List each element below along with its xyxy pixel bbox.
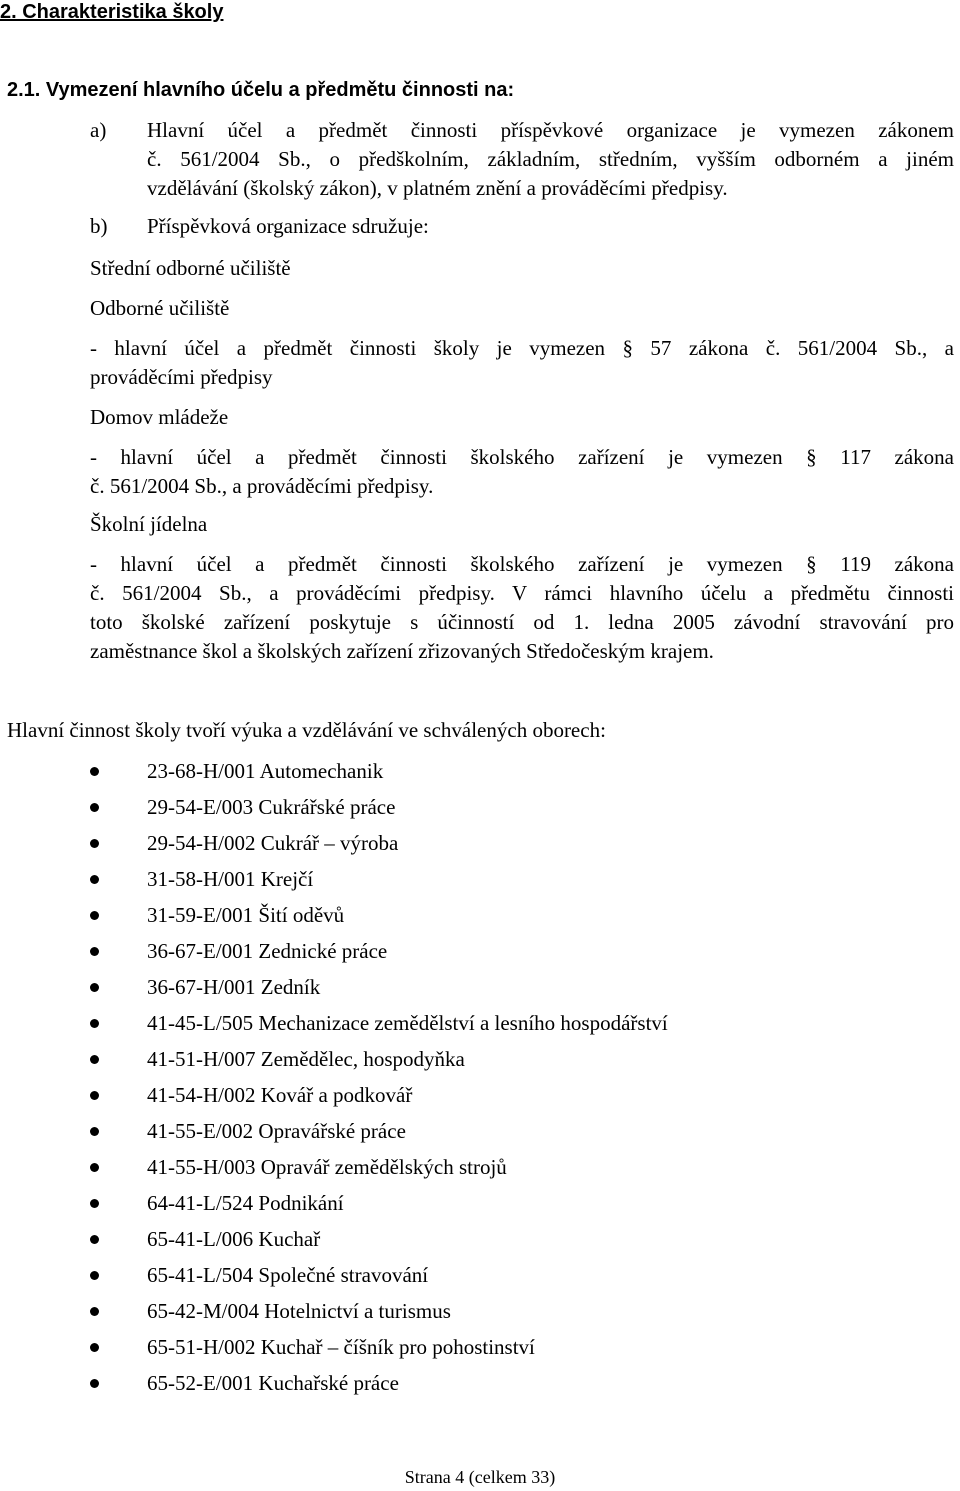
jidelna-line4: zaměstnance škol a školských zařízení zřizovaných Středočeským krajem. [90,639,714,663]
main-activity-intro: Hlavní činnost školy tvoří výuka a vzdělávání ve schválených oborech: [7,718,606,742]
program-label: 41-55-E/002 Opravářské práce [147,1119,406,1143]
program-label: 41-55-H/003 Opravář zemědělských strojů [147,1155,507,1179]
item-b [90,212,429,241]
program-label: 36-67-E/001 Zednické práce [147,939,388,963]
item-a-text-line3: vzdělávání (školský zákon), v platném znění a prováděcími předpisy. [147,176,728,200]
unit-sou: Střední odborné učiliště [90,256,291,280]
program-label: 65-42-M/004 Hotelnictví a turismus [147,1299,451,1323]
bullet-icon [90,1271,99,1280]
program-label: 65-51-H/002 Kuchař – číšník pro pohostinství [147,1335,535,1359]
bullet-icon [90,803,99,812]
jidelna-line1: - hlavní účel a předmět činnosti školského zařízení je vymezen § 119 zákona [90,552,954,576]
program-label: 41-51-H/007 Zemědělec, hospodyňka [147,1047,465,1071]
item-a-text-line1: Hlavní účel a předmět činnosti příspěvkové organizace je vymezen zákonem [147,118,954,142]
bullet-icon [90,839,99,848]
bullet-icon [90,1091,99,1100]
program-label: 29-54-E/003 Cukrářské práce [147,795,396,819]
bullet-icon [90,1127,99,1136]
program-label: 41-54-H/002 Kovář a podkovář [147,1083,413,1107]
jidelna-title: Školní jídelna [90,512,208,536]
page-footer: Strana 4 (celkem 33) [404,1467,556,1487]
program-label: 65-41-L/504 Společné stravování [147,1263,429,1287]
bullet-icon [90,983,99,992]
item-a-label: a) [90,118,107,142]
program-label: 31-59-E/001 Šití oděvů [147,903,345,927]
bullet-icon [90,1307,99,1316]
ou-purpose-line1: - hlavní účel a předmět činnosti školy je vymezen § 57 zákona č. 561/2004 Sb., a [90,336,954,360]
bullet-icon [90,1235,99,1244]
program-label: 29-54-H/002 Cukrář – výroba [147,831,399,855]
item-b-label: b) [90,214,108,238]
ou-purpose-line2: prováděcími předpisy [90,365,273,389]
bullet-icon [90,767,99,776]
bullet-icon [90,1343,99,1352]
subsection-heading: 2.1. Vymezení hlavního účelu a předmětu činnosti na: [7,79,515,101]
bullet-icon [90,1163,99,1172]
bullet-icon [90,1019,99,1028]
program-label: 65-52-E/001 Kuchařské práce [147,1371,399,1395]
item-b-text: Příspěvková organizace sdružuje: [147,214,429,238]
bullet-icon [90,875,99,884]
jidelna-line3: toto školské zařízení poskytuje s účinností od 1. ledna 2005 závodní stravování pro [90,610,954,634]
bullet-icon [90,911,99,920]
jidelna-line2: č. 561/2004 Sb., a prováděcími předpisy. V rámci hlavního účelu a předmětu činnosti [90,581,954,605]
unit-ou: Odborné učiliště [90,296,230,320]
bullet-icon [90,1379,99,1388]
bullet-icon [90,1199,99,1208]
program-label: 36-67-H/001 Zedník [147,975,321,999]
program-label: 64-41-L/524 Podnikání [147,1191,344,1215]
item-a-line1 [90,116,954,145]
program-label: 23-68-H/001 Automechanik [147,759,384,783]
item-a-text-line2: č. 561/2004 Sb., o předškolním, základním, středním, vyšším odborném a jiném [147,147,954,171]
section-heading: 2. Charakteristika školy [0,1,224,23]
program-label: 41-45-L/505 Mechanizace zemědělství a lesního hospodářství [147,1011,668,1035]
bullet-icon [90,1055,99,1064]
program-label: 65-41-L/006 Kuchař [147,1227,321,1251]
domov-title: Domov mládeže [90,405,229,429]
program-label: 31-58-H/001 Krejčí [147,867,314,891]
domov-line1: - hlavní účel a předmět činnosti školského zařízení je vymezen § 117 zákona [90,445,954,469]
bullet-icon [90,947,99,956]
domov-line2: č. 561/2004 Sb., a prováděcími předpisy. [90,474,434,498]
